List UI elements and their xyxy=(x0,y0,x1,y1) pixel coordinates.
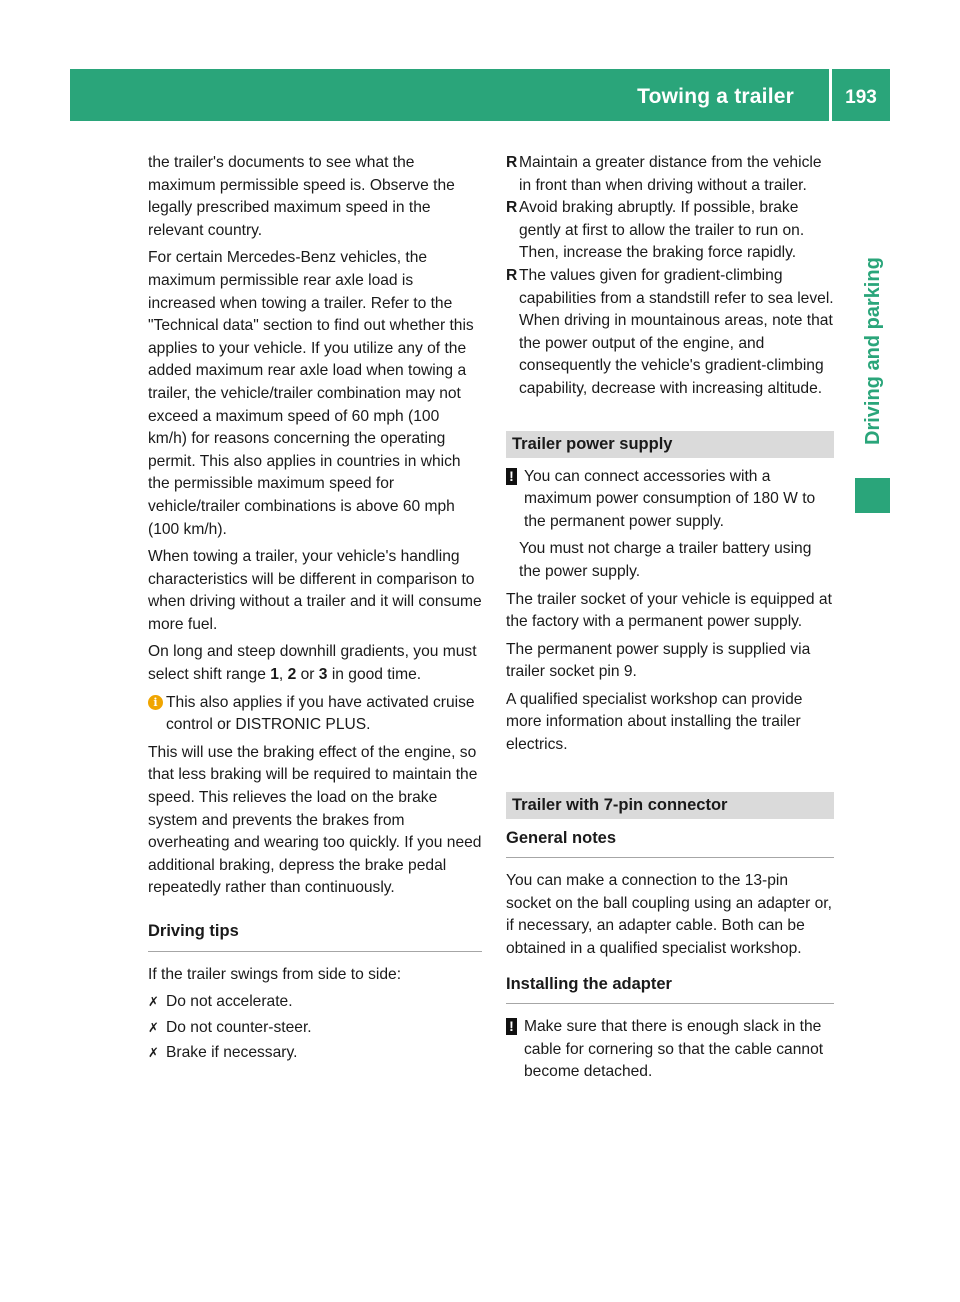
paragraph: This will use the braking effect of the engine, so that less braking will be required to maintain the speed. This relieves the load on the brake system and prevents the brakes from overheating and wearing too quickly. If you need additional braking, depress the brake pedal repeatedly rather than continuously. xyxy=(148,743,482,897)
spacer xyxy=(148,952,482,964)
bullet-item xyxy=(506,152,834,197)
paragraph: If the trailer swings from side to side: xyxy=(148,965,402,983)
text-run: in good time. xyxy=(327,666,422,684)
section-heading-7-pin: Trailer with 7-pin connector xyxy=(506,792,834,819)
bullet-text: Avoid braking abruptly. If possible, brake gently at first to allow the trailer to run on. Then, increase the braking force rapidly. xyxy=(519,199,805,262)
subheading-general-notes: General notes xyxy=(506,827,834,859)
step-arrow-icon: ✗ xyxy=(148,1019,159,1035)
left-column xyxy=(148,152,482,1068)
warning-text: Make sure that there is enough slack in the cable for cornering so that the cable cannot become detached. xyxy=(524,1018,824,1081)
info-note xyxy=(148,692,482,737)
spacer xyxy=(506,401,834,431)
spacer xyxy=(506,458,834,466)
warning-icon: ! xyxy=(506,1018,517,1035)
paragraph: The permanent power supply is supplied via trailer socket pin 9. xyxy=(506,640,811,681)
step-arrow-icon: ✗ xyxy=(148,1045,159,1061)
subheading-installing-adapter: Installing the adapter xyxy=(506,973,834,1005)
paragraph: The trailer socket of your vehicle is equipped at the factory with a permanent power supply. xyxy=(506,590,832,631)
warning-note xyxy=(506,466,834,534)
spacer xyxy=(506,858,834,870)
paragraph: When towing a trailer, your vehicle's handling characteristics will be different in comparison to when driving without a trailer and it will consume more fuel. xyxy=(148,548,482,633)
bullet-item xyxy=(506,197,834,265)
spacer xyxy=(506,762,834,792)
step-text: Do not counter-steer. xyxy=(166,1018,312,1036)
bullet-item xyxy=(506,265,834,401)
step-text: Do not accelerate. xyxy=(166,993,293,1011)
section-heading-driving-tips: Driving tips xyxy=(148,920,482,952)
side-tab-label: Driving and parking xyxy=(862,257,884,445)
bullet-icon: R xyxy=(506,199,518,217)
info-icon: i xyxy=(148,695,163,710)
paragraph: For certain Mercedes-Benz vehicles, the maximum permissible rear axle load is increased when towing a trailer. Refer to the "Technical data" section to find out whether this applies to your vehicle. If you utilize any of the added maximum rear axle load when towing a trailer, the vehicle/trailer combination may not exceed a maximum speed of 60 mph (100 km/h) for reasons concerning the operating permit. This also applies in countries in which the permissible maximum speed for vehicle/trailer combinations is above 60 mph (100 km/h). xyxy=(148,249,474,538)
page-header xyxy=(70,69,890,121)
step-item xyxy=(148,1017,482,1040)
page-number: 193 xyxy=(845,87,877,108)
bullet-icon: R xyxy=(506,154,518,171)
warning-text-continued: You must not charge a trailer battery using the power supply. xyxy=(519,540,812,580)
shift-range-1: 1 xyxy=(270,666,279,684)
bullet-icon: R xyxy=(506,266,518,284)
text-run: , xyxy=(278,666,288,684)
warning-icon: ! xyxy=(506,468,517,485)
spacer xyxy=(506,1004,834,1016)
shift-range-3: 3 xyxy=(318,666,328,684)
warning-note xyxy=(506,1016,834,1084)
step-item xyxy=(148,1042,482,1065)
step-item xyxy=(148,991,482,1014)
section-heading-power-supply: Trailer power supply xyxy=(506,431,834,458)
step-arrow-icon: ✗ xyxy=(148,994,159,1010)
shift-range-2: 2 xyxy=(287,666,297,684)
bullet-text: Maintain a greater distance from the vehicle in front than when driving without a trailer. xyxy=(519,154,822,194)
chapter-title: Towing a trailer xyxy=(637,85,794,108)
bullet-text: The values given for gradient-climbing capabilities from a standstill refer to sea level. When driving in mountainous areas, note that the power output of the engine, and consequently the vehicle's gradient-climbing capability, decrease with increasing altitude. xyxy=(519,266,834,397)
paragraph-shift-range xyxy=(148,641,482,686)
side-tab-marker xyxy=(855,478,890,513)
paragraph: A qualified specialist workshop can provide more information about installing the trailer electrics. xyxy=(506,690,803,754)
info-note-text: This also applies if you have activated cruise control or DISTRONIC PLUS. xyxy=(166,693,475,734)
paragraph: You can make a connection to the 13-pin socket on the ball coupling using an adapter or, if necessary, an adapter cable. Both can be obtained in a qualified specialist workshop. xyxy=(506,872,832,958)
right-column xyxy=(506,152,834,1089)
step-text: Brake if necessary. xyxy=(166,1044,298,1062)
text-run: On long and steep downhill gradients, you must select shift range xyxy=(148,643,477,684)
paragraph: the trailer's documents to see what the maximum permissible speed is. Observe the legally prescribed maximum speed in the relevant country. xyxy=(148,154,455,239)
warning-text: You can connect accessories with a maximum power consumption of 180 W to the permanent power supply. xyxy=(524,467,816,530)
text-run: or xyxy=(296,666,319,684)
